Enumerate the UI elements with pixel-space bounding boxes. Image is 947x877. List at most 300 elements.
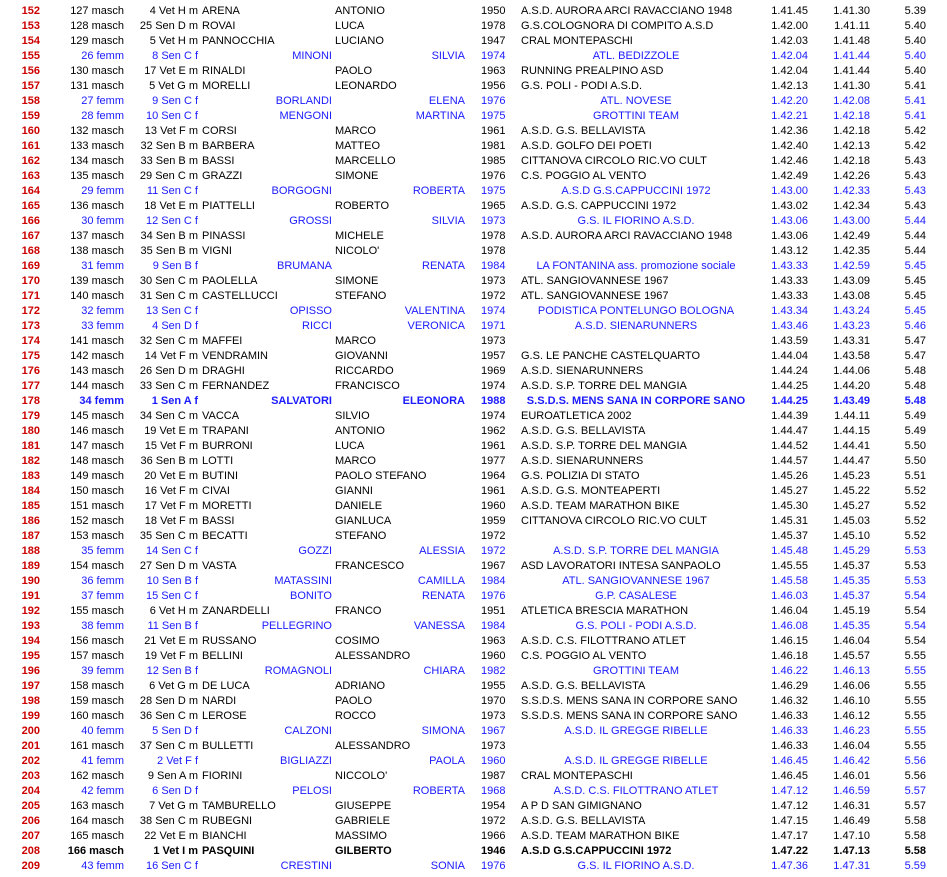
birth-year-cell: 1975: [481, 110, 506, 122]
position-cell: 195: [21, 650, 40, 662]
position-cell: 201: [21, 740, 40, 752]
pace-cell: 5.49: [904, 425, 926, 437]
table-row: [0, 139, 947, 154]
position-cell: 199: [21, 710, 40, 722]
table-row: [0, 49, 947, 64]
pace-cell: 5.42: [904, 125, 926, 137]
gun-time-cell: 1.47.22: [771, 845, 808, 857]
first-name-cell: FRANCESCO: [335, 560, 405, 572]
gun-time-cell: 1.43.33: [771, 290, 808, 302]
net-time-cell: 1.44.06: [833, 365, 870, 377]
birth-year-cell: 1976: [481, 860, 506, 872]
surname-cell: CIVAI: [202, 485, 230, 497]
overall-gender-rank-cell: 31 femm: [81, 260, 124, 272]
net-time-cell: 1.42.18: [833, 110, 870, 122]
position-cell: 194: [21, 635, 40, 647]
pace-cell: 5.55: [904, 740, 926, 752]
position-cell: 205: [21, 800, 40, 812]
first-name-cell: FRANCO: [335, 605, 382, 617]
club-cell: ATLETICA BRESCIA MARATHON: [521, 605, 689, 617]
first-name-cell: SILVIA: [431, 215, 465, 227]
overall-gender-rank-cell: 30 femm: [81, 215, 124, 227]
surname-cell: ROVAI: [202, 20, 236, 32]
table-row: [0, 754, 947, 769]
overall-gender-rank-cell: 34 femm: [79, 395, 124, 407]
first-name-cell: ALESSANDRO: [335, 650, 411, 662]
first-name-cell: PAOLO: [335, 695, 373, 707]
category-rank-cell: 30 Sen C m: [139, 275, 198, 287]
overall-gender-rank-cell: 154 masch: [70, 560, 124, 572]
gun-time-cell: 1.44.52: [771, 440, 808, 452]
position-cell: 208: [21, 845, 40, 857]
pace-cell: 5.41: [904, 80, 926, 92]
first-name-cell: NICCOLO': [335, 770, 388, 782]
net-time-cell: 1.46.49: [833, 815, 870, 827]
pace-cell: 5.52: [904, 515, 926, 527]
club-cell: G.S. POLI - PODI A.S.D.: [575, 620, 697, 632]
position-cell: 187: [21, 530, 40, 542]
first-name-cell: STEFANO: [335, 290, 387, 302]
net-time-cell: 1.42.59: [833, 260, 870, 272]
net-time-cell: 1.46.12: [833, 710, 870, 722]
net-time-cell: 1.45.37: [833, 560, 870, 572]
pace-cell: 5.43: [904, 155, 926, 167]
club-cell: A.S.D. AURORA ARCI RAVACCIANO 1948: [521, 5, 733, 17]
position-cell: 162: [21, 155, 40, 167]
category-rank-cell: 13 Vet F m: [144, 125, 198, 137]
club-cell: A.S.D. G.S. BELLAVISTA: [521, 815, 646, 827]
category-rank-cell: 21 Vet E m: [144, 635, 198, 647]
category-rank-cell: 38 Sen C m: [139, 815, 198, 827]
category-rank-cell: 35 Sen C m: [139, 530, 198, 542]
first-name-cell: ROCCO: [335, 710, 376, 722]
gun-time-cell: 1.43.06: [771, 230, 808, 242]
category-rank-cell: 4 Sen D f: [152, 320, 198, 332]
club-cell: C.S. POGGIO AL VENTO: [521, 170, 647, 182]
category-rank-cell: 34 Sen B m: [140, 230, 198, 242]
pace-cell: 5.51: [904, 470, 926, 482]
table-row: [0, 124, 947, 139]
table-row: [0, 154, 947, 169]
table-row: [0, 4, 947, 19]
first-name-cell: MICHELE: [335, 230, 384, 242]
table-row: [0, 94, 947, 109]
gun-time-cell: 1.46.45: [771, 755, 808, 767]
first-name-cell: MARTINA: [415, 110, 465, 122]
overall-gender-rank-cell: 26 femm: [81, 50, 124, 62]
first-name-cell: ROBERTO: [335, 200, 389, 212]
surname-cell: BORGOGNI: [271, 185, 332, 197]
net-time-cell: 1.44.47: [833, 455, 870, 467]
overall-gender-rank-cell: 149 masch: [70, 470, 124, 482]
pace-cell: 5.55: [904, 725, 926, 737]
club-cell: A.S.D. TEAM MARATHON BIKE: [521, 830, 680, 842]
surname-cell: SALVATORI: [271, 395, 332, 407]
gun-time-cell: 1.45.55: [771, 560, 808, 572]
position-cell: 160: [21, 125, 40, 137]
table-row: [0, 769, 947, 784]
gun-time-cell: 1.42.00: [771, 20, 808, 32]
surname-cell: MENGONI: [279, 110, 332, 122]
position-cell: 166: [21, 215, 40, 227]
overall-gender-rank-cell: 42 femm: [81, 785, 124, 797]
position-cell: 152: [21, 5, 40, 17]
birth-year-cell: 1985: [481, 155, 506, 167]
category-rank-cell: 2 Vet F f: [157, 755, 198, 767]
net-time-cell: 1.46.04: [833, 740, 870, 752]
first-name-cell: VERONICA: [407, 320, 465, 332]
first-name-cell: GILBERTO: [335, 845, 392, 857]
first-name-cell: NICOLO': [335, 245, 380, 257]
category-rank-cell: 8 Sen C f: [152, 50, 198, 62]
table-row: [0, 544, 947, 559]
overall-gender-rank-cell: 159 masch: [70, 695, 124, 707]
pace-cell: 5.41: [904, 110, 926, 122]
table-row: [0, 589, 947, 604]
first-name-cell: PAOLO STEFANO: [335, 470, 427, 482]
pace-cell: 5.55: [904, 695, 926, 707]
position-cell: 206: [21, 815, 40, 827]
category-rank-cell: 5 Sen D f: [152, 725, 198, 737]
overall-gender-rank-cell: 139 masch: [70, 275, 124, 287]
club-cell: A.S.D G.S.CAPPUCCINI 1972: [521, 845, 672, 857]
surname-cell: MORETTI: [202, 500, 252, 512]
category-rank-cell: 33 Sen B m: [140, 155, 198, 167]
position-cell: 173: [21, 320, 40, 332]
table-row: [0, 439, 947, 454]
pace-cell: 5.40: [904, 65, 926, 77]
gun-time-cell: 1.44.25: [771, 395, 808, 407]
first-name-cell: SILVIO: [335, 410, 370, 422]
position-cell: 170: [21, 275, 40, 287]
position-cell: 163: [21, 170, 40, 182]
position-cell: 207: [21, 830, 40, 842]
club-cell: A.S.D. G.S. BELLAVISTA: [521, 680, 646, 692]
surname-cell: BECATTI: [202, 530, 248, 542]
net-time-cell: 1.45.57: [833, 650, 870, 662]
pace-cell: 5.40: [904, 20, 926, 32]
category-rank-cell: 22 Vet E m: [144, 830, 198, 842]
table-row: [0, 604, 947, 619]
net-time-cell: 1.43.23: [833, 320, 870, 332]
overall-gender-rank-cell: 128 masch: [70, 20, 124, 32]
position-cell: 155: [21, 50, 40, 62]
pace-cell: 5.40: [904, 50, 926, 62]
club-cell: A.S.D. C.S. FILOTTRANO ATLET: [521, 635, 686, 647]
club-cell: S.S.D.S. MENS SANA IN CORPORE SANO: [521, 710, 738, 722]
pace-cell: 5.43: [904, 185, 926, 197]
category-rank-cell: 25 Sen D m: [139, 20, 198, 32]
birth-year-cell: 1973: [481, 335, 506, 347]
surname-cell: BASSI: [202, 515, 235, 527]
birth-year-cell: 1955: [481, 680, 506, 692]
first-name-cell: RENATA: [422, 590, 465, 602]
position-cell: 175: [21, 350, 40, 362]
surname-cell: BIANCHI: [202, 830, 247, 842]
birth-year-cell: 1978: [481, 245, 506, 257]
overall-gender-rank-cell: 140 masch: [70, 290, 124, 302]
birth-year-cell: 1971: [481, 320, 506, 332]
category-rank-cell: 9 Sen C f: [152, 95, 198, 107]
first-name-cell: MASSIMO: [335, 830, 387, 842]
position-cell: 158: [21, 95, 40, 107]
surname-cell: LEROSE: [202, 710, 247, 722]
gun-time-cell: 1.45.37: [771, 530, 808, 542]
position-cell: 153: [21, 20, 40, 32]
pace-cell: 5.46: [904, 320, 926, 332]
position-cell: 184: [21, 485, 40, 497]
category-rank-cell: 6 Vet H m: [149, 605, 198, 617]
birth-year-cell: 1972: [481, 815, 506, 827]
net-time-cell: 1.41.44: [833, 65, 870, 77]
category-rank-cell: 7 Vet G m: [149, 800, 198, 812]
first-name-cell: ELENA: [428, 95, 465, 107]
category-rank-cell: 15 Vet F m: [144, 440, 198, 452]
first-name-cell: MARCO: [335, 335, 376, 347]
net-time-cell: 1.43.24: [833, 305, 870, 317]
net-time-cell: 1.47.13: [833, 845, 870, 857]
first-name-cell: ROBERTA: [412, 185, 465, 197]
birth-year-cell: 1977: [481, 455, 506, 467]
overall-gender-rank-cell: 133 masch: [70, 140, 124, 152]
club-cell: PODISTICA PONTELUNGO BOLOGNA: [537, 305, 735, 317]
first-name-cell: GIANLUCA: [335, 515, 392, 527]
net-time-cell: 1.46.31: [833, 800, 870, 812]
pace-cell: 5.39: [904, 5, 926, 17]
pace-cell: 5.45: [904, 290, 926, 302]
surname-cell: DE LUCA: [202, 680, 250, 692]
overall-gender-rank-cell: 156 masch: [70, 635, 124, 647]
club-cell: G.S. POLIZIA DI STATO: [521, 470, 640, 482]
net-time-cell: 1.44.20: [833, 380, 870, 392]
net-time-cell: 1.45.10: [833, 530, 870, 542]
table-row: [0, 19, 947, 34]
gun-time-cell: 1.43.59: [771, 335, 808, 347]
gun-time-cell: 1.42.49: [771, 170, 808, 182]
club-cell: RUNNING PREALPINO ASD: [521, 65, 664, 77]
birth-year-cell: 1974: [481, 380, 506, 392]
surname-cell: PASQUINI: [202, 845, 255, 857]
pace-cell: 5.48: [904, 380, 926, 392]
surname-cell: NARDI: [202, 695, 237, 707]
category-rank-cell: 36 Sen C m: [139, 710, 198, 722]
pace-cell: 5.57: [904, 785, 926, 797]
table-row: [0, 799, 947, 814]
surname-cell: ZANARDELLI: [202, 605, 270, 617]
birth-year-cell: 1957: [481, 350, 506, 362]
first-name-cell: SIMONE: [335, 170, 379, 182]
surname-cell: PELLEGRINO: [261, 620, 332, 632]
birth-year-cell: 1946: [481, 845, 506, 857]
club-cell: C.S. POGGIO AL VENTO: [521, 650, 647, 662]
position-cell: 190: [21, 575, 40, 587]
net-time-cell: 1.46.01: [833, 770, 870, 782]
first-name-cell: SIMONE: [335, 275, 379, 287]
birth-year-cell: 1976: [481, 95, 506, 107]
table-row: [0, 634, 947, 649]
pace-cell: 5.56: [904, 755, 926, 767]
net-time-cell: 1.41.30: [833, 80, 870, 92]
pace-cell: 5.48: [904, 365, 926, 377]
table-row: [0, 829, 947, 844]
gun-time-cell: 1.44.39: [771, 410, 808, 422]
surname-cell: BASSI: [202, 155, 235, 167]
net-time-cell: 1.46.42: [833, 755, 870, 767]
position-cell: 209: [21, 860, 40, 872]
first-name-cell: GIUSEPPE: [335, 800, 392, 812]
gun-time-cell: 1.47.36: [771, 860, 808, 872]
category-rank-cell: 6 Vet G m: [149, 680, 198, 692]
first-name-cell: MARCO: [335, 455, 376, 467]
gun-time-cell: 1.41.45: [771, 5, 808, 17]
pace-cell: 5.43: [904, 170, 926, 182]
category-rank-cell: 12 Sen C f: [146, 215, 198, 227]
net-time-cell: 1.43.49: [833, 395, 870, 407]
birth-year-cell: 1961: [481, 485, 506, 497]
birth-year-cell: 1967: [481, 560, 506, 572]
pace-cell: 5.57: [904, 800, 926, 812]
club-cell: A P D SAN GIMIGNANO: [521, 800, 642, 812]
net-time-cell: 1.45.35: [833, 620, 870, 632]
birth-year-cell: 1963: [481, 65, 506, 77]
gun-time-cell: 1.43.12: [771, 245, 808, 257]
overall-gender-rank-cell: 146 masch: [70, 425, 124, 437]
gun-time-cell: 1.46.22: [771, 665, 808, 677]
pace-cell: 5.44: [904, 245, 926, 257]
surname-cell: TAMBURELLO: [202, 800, 276, 812]
first-name-cell: COSIMO: [335, 635, 380, 647]
birth-year-cell: 1966: [481, 830, 506, 842]
category-rank-cell: 29 Sen C m: [139, 170, 198, 182]
overall-gender-rank-cell: 132 masch: [70, 125, 124, 137]
first-name-cell: RENATA: [422, 260, 465, 272]
net-time-cell: 1.46.06: [833, 680, 870, 692]
net-time-cell: 1.43.58: [833, 350, 870, 362]
surname-cell: TRAPANI: [202, 425, 249, 437]
gun-time-cell: 1.46.32: [771, 695, 808, 707]
birth-year-cell: 1951: [481, 605, 506, 617]
position-cell: 183: [21, 470, 40, 482]
club-cell: G.S. IL FIORINO A.S.D.: [577, 215, 695, 227]
table-row: [0, 679, 947, 694]
table-row: [0, 469, 947, 484]
net-time-cell: 1.45.35: [833, 575, 870, 587]
first-name-cell: GIOVANNI: [335, 350, 388, 362]
position-cell: 200: [21, 725, 40, 737]
category-rank-cell: 18 Vet F m: [144, 515, 198, 527]
pace-cell: 5.55: [904, 650, 926, 662]
birth-year-cell: 1969: [481, 365, 506, 377]
birth-year-cell: 1988: [481, 395, 506, 407]
net-time-cell: 1.44.15: [833, 425, 870, 437]
overall-gender-rank-cell: 138 masch: [70, 245, 124, 257]
position-cell: 196: [21, 665, 40, 677]
net-time-cell: 1.42.35: [833, 245, 870, 257]
gun-time-cell: 1.43.46: [771, 320, 808, 332]
net-time-cell: 1.43.00: [833, 215, 870, 227]
category-rank-cell: 16 Sen C f: [146, 860, 198, 872]
club-cell: G.S. POLI - PODI A.S.D.: [521, 80, 643, 92]
pace-cell: 5.53: [904, 545, 926, 557]
club-cell: A.S.D. G.S. BELLAVISTA: [521, 425, 646, 437]
first-name-cell: MARCO: [335, 125, 376, 137]
birth-year-cell: 1974: [481, 50, 506, 62]
table-row: [0, 229, 947, 244]
birth-year-cell: 1982: [481, 665, 506, 677]
club-cell: ASD LAVORATORI INTESA SANPAOLO: [521, 560, 721, 572]
birth-year-cell: 1978: [481, 20, 506, 32]
first-name-cell: CHIARA: [423, 665, 465, 677]
table-row: [0, 304, 947, 319]
overall-gender-rank-cell: 160 masch: [70, 710, 124, 722]
first-name-cell: GIANNI: [335, 485, 373, 497]
birth-year-cell: 1976: [481, 170, 506, 182]
surname-cell: BONITO: [290, 590, 332, 602]
table-row: [0, 529, 947, 544]
table-row: [0, 349, 947, 364]
surname-cell: CALZONI: [284, 725, 332, 737]
first-name-cell: RICCARDO: [335, 365, 394, 377]
pace-cell: 5.54: [904, 605, 926, 617]
birth-year-cell: 1973: [481, 710, 506, 722]
net-time-cell: 1.42.08: [833, 95, 870, 107]
birth-year-cell: 1976: [481, 590, 506, 602]
club-cell: G.S. LE PANCHE CASTELQUARTO: [521, 350, 701, 362]
table-row: [0, 364, 947, 379]
club-cell: CITTANOVA CIRCOLO RIC.VO CULT: [521, 155, 707, 167]
table-row: [0, 169, 947, 184]
birth-year-cell: 1972: [481, 530, 506, 542]
overall-gender-rank-cell: 40 femm: [81, 725, 124, 737]
first-name-cell: VANESSA: [413, 620, 465, 632]
category-rank-cell: 10 Sen C f: [146, 110, 198, 122]
club-cell: ATL. SANGIOVANNESE 1967: [562, 575, 710, 587]
category-rank-cell: 37 Sen C m: [139, 740, 198, 752]
birth-year-cell: 1984: [481, 575, 506, 587]
category-rank-cell: 17 Vet E m: [144, 65, 198, 77]
birth-year-cell: 1973: [481, 275, 506, 287]
surname-cell: GRAZZI: [202, 170, 243, 182]
gun-time-cell: 1.46.08: [771, 620, 808, 632]
club-cell: A.S.D. S.P. TORRE DEL MANGIA: [521, 380, 687, 392]
birth-year-cell: 1963: [481, 635, 506, 647]
net-time-cell: 1.46.13: [833, 665, 870, 677]
gun-time-cell: 1.42.13: [771, 80, 808, 92]
pace-cell: 5.42: [904, 140, 926, 152]
surname-cell: RINALDI: [202, 65, 246, 77]
birth-year-cell: 1984: [481, 260, 506, 272]
gun-time-cell: 1.42.21: [771, 110, 808, 122]
club-cell: A.S.D. IL GREGGE RIBELLE: [564, 755, 708, 767]
birth-year-cell: 1987: [481, 770, 506, 782]
first-name-cell: LUCA: [335, 440, 365, 452]
table-row: [0, 214, 947, 229]
surname-cell: ROMAGNOLI: [264, 665, 332, 677]
net-time-cell: 1.43.08: [833, 290, 870, 302]
overall-gender-rank-cell: 38 femm: [81, 620, 124, 632]
birth-year-cell: 1978: [481, 230, 506, 242]
table-row: [0, 664, 947, 679]
overall-gender-rank-cell: 137 masch: [70, 230, 124, 242]
pace-cell: 5.52: [904, 485, 926, 497]
category-rank-cell: 20 Vet E m: [144, 470, 198, 482]
club-cell: EUROATLETICA 2002: [521, 410, 632, 422]
club-cell: LA FONTANINA ass. promozione sociale: [536, 260, 736, 272]
gun-time-cell: 1.43.02: [771, 200, 808, 212]
birth-year-cell: 1960: [481, 755, 506, 767]
pace-cell: 5.56: [904, 770, 926, 782]
position-cell: 179: [21, 410, 40, 422]
